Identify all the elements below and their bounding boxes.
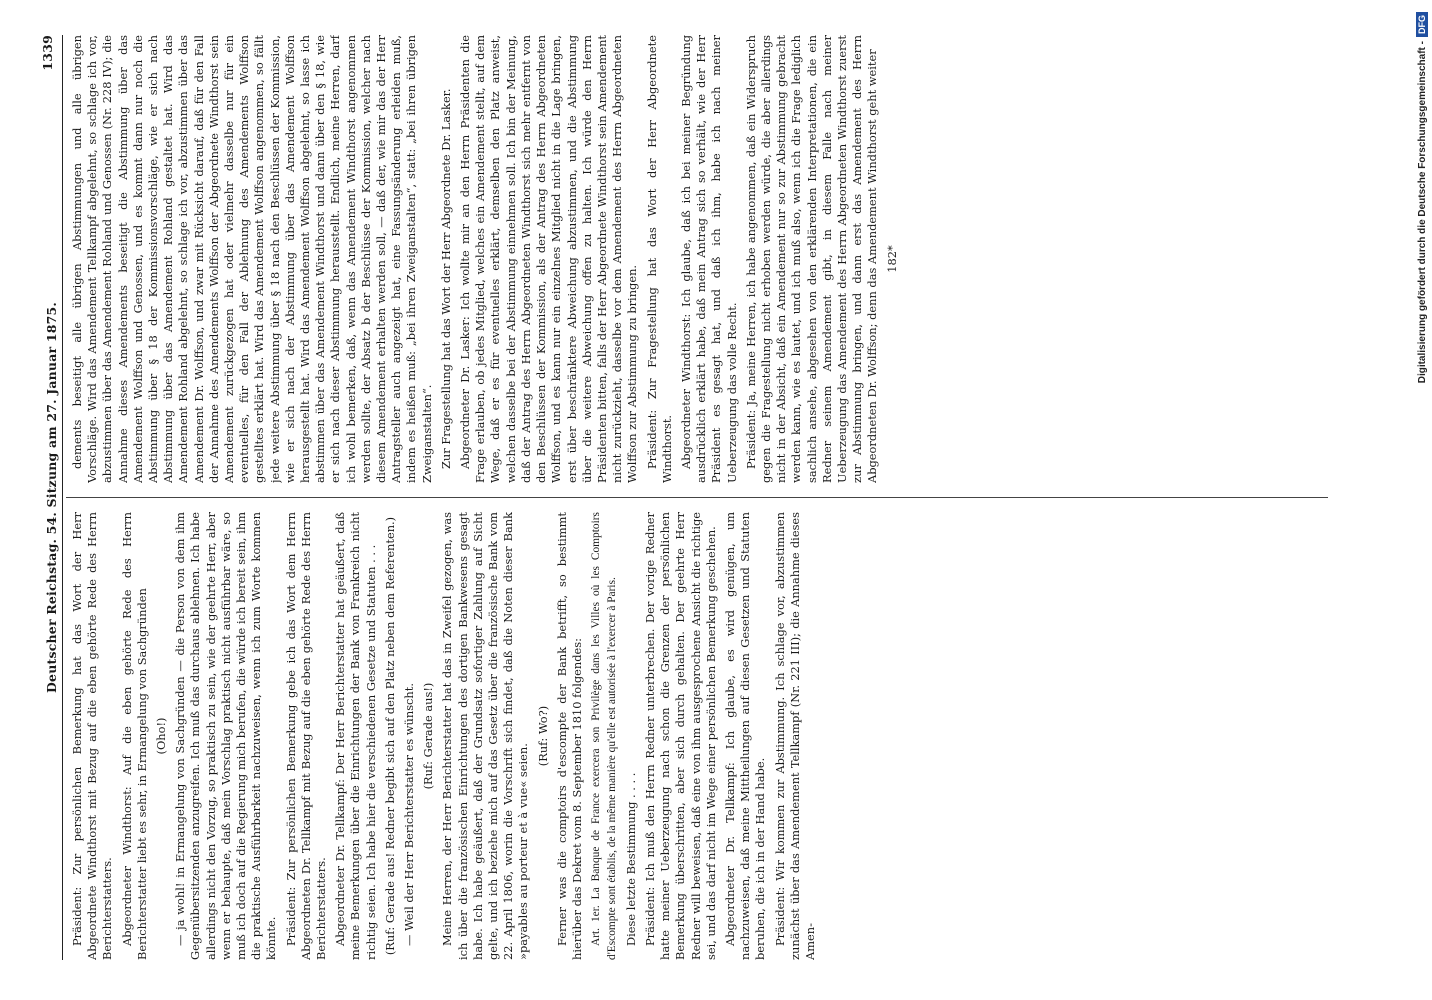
running-header [40,35,64,960]
caption-text: Digitalisierung gefördert durch die Deutsche Forschungsgemeinschaft - [1417,41,1428,384]
paragraph: Diese letzte Bestimmung . . . . [623,772,638,946]
paragraph: Präsident: Wir kommen zur Abstimmung. Ich schlage vor, abzustimmen zunächst über das Amendement Tellkampf (Nr. 221 III); die Annahme dieses Amen- [772,512,817,960]
column-divider [66,497,1328,498]
page-number: 1339 [40,35,55,71]
right-column [70,35,1332,483]
paragraph: Abgeordneter Windthorst: Ich glaube, daß ich bei meiner Begründung ausdrücklich erklärt habe, daß mein Antrag sich so verhält, wie der Herr Präsident es gesagt hat, und daß ich ihm, habe ich nach meiner Ueberzeugung das volle Recht. [678,35,739,483]
paragraph: Abgeordneter Dr. Lasker: Ich wollte mir an den Herrn Präsidenten die Frage erlauben, ob jedes Mitglied, welches ein Amendement stellt, auf dem Wege, daß er es für eventuelles erklärt, demselben den Platz anweist, welchen dasselbe bei der Abstimmung einnehmen soll. Ich bin der Meinung, daß der Antrag des Herrn Abgeordneten Windthorst sich mehr entfernt von den Beschlüssen der Kommission, als der Antrag des Herrn Abgeordneten Wolffson, und es kann nur ein einzelnes Mitglied nicht in die Lage bringen, erst über beschränktere Abweichung abzustimmen, und die Abstimmung über die weitere Abweichung offen zu halten. Ich würde den Herrn Präsidenten bitten, falls der Herr Abgeordnete Windthorst sein Amendement nicht zurückzieht, dasselbe vor dem Amendement des Herrn Abgeordneten Wolffson zur Abstimmung zu bringen. [458,35,640,483]
centered-line: (Ruf: Gerade aus! Redner begibt sich auf den Platz neben dem Referenten.) [382,516,397,956]
centered-line: (Ruf: Gerade aus!) [421,682,436,790]
paragraph: Zur Fragestellung hat das Wort der Herr Abgeordnete Dr. Lasker. [438,88,453,469]
paragraph: Präsident: Zur Fragestellung hat das Wort der Herr Abgeordnete Windthorst. [644,35,674,483]
paragraph: — ja wohl! in Ermangelung von Sachgründen — die Person von dem ihm Gegenübersitzenden anzugreifen. Ich muß das durchaus ablehnen. Ich habe allerdings nicht den Vorzug, so praktisch zu sein, wie der geehrte Herr, aber wenn er behaupte, daß mein Vorschlag praktisch nicht ausführbar wäre, so muß ich doch auf die Regierung mich berufen, die würde ich bereit sein, ihm die praktische Ausführbarkeit nachzuweisen, wenn ich zum Worte kommen könnte. [173,512,279,960]
centered-line: (Ruf: Wo?) [535,705,550,767]
document-page [40,35,1340,960]
paragraph: Abgeordneter Dr. Tellkampf: Der Herr Berichterstatter hat geäußert, daß meine Bemerkungen über die Einrichtungen der Bank von Frankreich nicht richtig seien. Ich habe hier die verschiedenen Gesetze und Statuten . . . [333,512,378,960]
paragraph: Präsident: Zur persönlichen Bemerkung hat das Wort der Herr Abgeordnete Windthorst mit Bezug auf die eben gehörte Rede des Herrn Berichterstatters. [70,512,115,960]
header-rule [62,35,63,960]
paragraph: Meine Herren, der Herr Berichterstatter hat das in Zweifel gezogen, was ich über die französischen Einrichtungen des dortigen Bankwesens gesagt habe. Ich habe geäußert, daß der Grundsatz sofortiger Zahlung auf Sicht gelte, und ich beziehe mich auf das Gesetz über die französische Bank vom 22. April 1806, worin die Vorschrift sich findet, daß die Noten dieser Bank »payables au porteur et à vue« seien. [440,512,531,960]
paragraph: Abgeordneter Windthorst: Auf die eben gehörte Rede des Herrn Berichterstatter liebt es sehr, in Ermangelung von Sachgründen [119,512,149,960]
paragraph: Ferner was die comptoirs d'escompte der Bank betrifft, so bestimmt hierüber das Dekret vom 8. September 1810 folgendes: [554,512,585,960]
dfg-logo: DFG [1416,12,1428,37]
header-title: Deutscher Reichstag. 54. Sitzung am 27. Januar 1875. [44,302,59,693]
digitization-caption [1414,0,1432,1000]
paragraph: Präsident: Zur persönlichen Bemerkung gebe ich das Wort dem Herrn Abgeordneten Dr. Tellkampf mit Bezug auf die eben gehörte Rede des Herrn Berichterstatters. [283,512,329,960]
paragraph: Präsident: Ich muß den Herrn Redner unterbrechen. Der vorige Redner hatte meiner Ueberzeugung nach schon die Grenzen der persönlichen Bemerkung überschritten, aber sich durch gehalten. Der geehrte Herr Redner will beweisen, daß eine von ihm ausgesprochene Ansicht die richtige sei, und das darf nicht im Wege einer persönlichen Bemerkung geschehen. [642,512,718,960]
paragraph: dements beseitigt alle übrigen Abstimmungen und alle übrigen Vorschläge. Wird das Amendement Tellkampf abgelehnt, so schlage ich vor, abzustimmen über das Amendement Rohland und Genossen (Nr. 228 IV); die Annahme dieses Amendements beseitigt die Abstimmung über das Amendement Wolffson und Genossen, und es kommt dann nur noch die Abstimmung über § 18 der Kommissionsvorschläge, wie er sich nach Abstimmung über das Amendement Rohland gestaltet hat. Wird das Amendement Rohland abgelehnt, so schlage ich vor, abzustimmen über das Amendement Dr. Wolffson, und zwar mit Rücksicht darauf, daß für den Fall der Annahme des Amendements Wolffson der Abgeordnete Windthorst sein Amendement zurückgezogen hat oder vielmehr dasselbe nur für ein eventuelles, für den Fall der Ablehnung des Amendements Wolffson gestelltes erklärt hat. Wird das Amendement Wolffson angenommen, so fällt jede weitere Abstimmung über § 18 nach den Beschlüssen der Kommission, wie er sich nach der Abstimmung über das Amendement Wolffson herausgestellt hat. Wird das Amendement Wolffson abgelehnt, so lasse ich abstimmen über das Amendement Windthorst und dann über den § 18, wie er sich nach dieser Abstimmung herausstellt. Endlich, meine Herren, darf ich wohl bemerken, daß, wenn das Amendement Windthorst angenommen werden sollte, der Absatz b der Beschlüsse der Kommission, welcher nach diesem Amendement erhalten werden soll, — daß der, wie mir das der Herr Antragsteller auch angezeigt hat, eine Fassungsänderung erleiden muß, indem es heißen muß: „bei ihren Zweiganstalten“, statt: „bei ihren übrigen Zweiganstalten“. [70,35,434,483]
paragraph: Präsident: Ja, meine Herren, ich habe angenommen, daß ein Widerspruch gegen die Fragestellung nicht erhoben werden würde, die aber allerdings nicht in der Absicht, daß ein Amendement nur so zur Abstimmung gebracht werden kann, wie es lautet, und ich muß also, wenn ich die Frage lediglich sachlich ansehe, abgesehen von den erklärenden Interpretationen, die ein Redner seinem Amendement gibt, in diesem Falle nach meiner Ueberzeugung das Amendement des Herrn Abgeordneten Windthorst zuerst zur Abstimmung bringen, und dann erst das Amendement des Herrn Abgeordneten Dr. Wolffson; denn das Amendement Windthorst geht weiter [743,35,880,483]
centered-line: (Oho!) [154,717,169,755]
side-caption-strip [1414,0,1432,1000]
left-column [70,512,1332,960]
paragraph: Abgeordneter Dr. Tellkampf: Ich glaube, es wird genügen, um nachzuweisen, daß meine Mittheilungen auf diesen Gesetzen und Statuten beruhen, die ich in der Hand habe. [722,512,768,960]
paragraph: Art. 1er. La Banque de France exercera son Privilège dans les Villes où les Comptoirs d'Escompte sont établis, de la même manière qu'elle est autorisée à l'exercer à Paris. [590,512,618,960]
centered-line: 182* [884,245,899,273]
paragraph: — Weil der Herr Berichterstatter es wünscht. [402,683,417,946]
